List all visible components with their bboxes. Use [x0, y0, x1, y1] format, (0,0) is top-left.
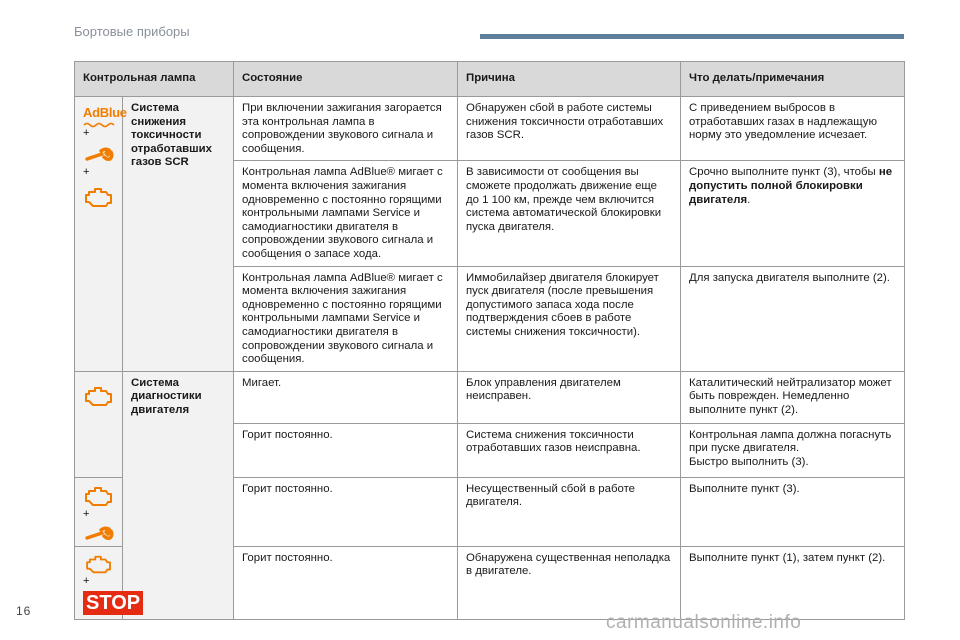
- plus-sign: +: [83, 165, 90, 178]
- cause-cell: Блок управления двигателем неисправен.: [458, 371, 681, 423]
- engine-check-icon: [83, 186, 115, 210]
- engine-check-icon: [83, 385, 115, 409]
- state-cell: Контрольная лампа AdBlue® мигает с момента включения зажигания одновременно с постоянно горящими контрольными лампами Service и самодиагностики двигателя в сопровождении звукового сигнала и сообщения.: [234, 266, 458, 371]
- lamp-cell-engine: [75, 371, 123, 477]
- state-cell: При включении зажигания загорается эта контрольная лампа в сопровождении звукового сигнала и сообщения.: [234, 97, 458, 161]
- wrench-icon: [84, 147, 114, 163]
- section-title: Бортовые приборы: [74, 24, 190, 39]
- group-label-engine: Система диагностики двигателя: [123, 371, 234, 619]
- state-cell: Горит постоянно.: [234, 546, 458, 619]
- header-state: Состояние: [234, 62, 458, 97]
- stop-icon: STOP: [83, 591, 143, 615]
- lamp-cell-scr: [75, 97, 127, 372]
- action-cell: Для запуска двигателя выполните (2).: [681, 266, 905, 371]
- header-rule: [480, 34, 904, 39]
- table-row: [75, 97, 905, 161]
- state-cell: Контрольная лампа AdBlue® мигает с момента включения зажигания одновременно с постоянно горящими контрольными лампами Service и самодиагностики двигателя в сопровождении звукового сигнала и сообщения о запасе хода.: [234, 161, 458, 266]
- cause-cell: Несущественный сбой в работе двигателя.: [458, 477, 681, 546]
- action-suffix: .: [747, 193, 751, 206]
- cause-cell: Обнаружена существенная неполадка в двигателе.: [458, 546, 681, 619]
- page-number: 16: [16, 604, 32, 618]
- action-cell: [681, 161, 905, 266]
- group-label-scr: Система снижения токсичности отработавших газов SCR: [123, 97, 234, 372]
- header-cause: Причина: [458, 62, 681, 97]
- plus-sign: +: [83, 507, 90, 520]
- warning-lamps-table: [74, 61, 905, 620]
- action-text: Срочно выполните пункт (3), чтобы: [689, 166, 876, 179]
- watermark: carmanualsonline.info: [606, 612, 802, 633]
- action-cell: Выполните пункт (1), затем пункт (2).: [681, 546, 905, 619]
- action-cell: Выполните пункт (3).: [681, 477, 905, 546]
- adblue-icon: AdBlue: [83, 106, 114, 128]
- header-lamp: Контрольная лампа: [75, 62, 234, 97]
- table-row: [75, 371, 905, 423]
- action-cell: Контрольная лампа должна погаснуть при пуске двигателя. Быстро выполнить (3).: [681, 423, 905, 477]
- action-cell: Каталитический нейтрализатор может быть поврежден. Немедленно выполните пункт (2).: [681, 371, 905, 423]
- lamp-cell-engine-stop: [75, 546, 141, 619]
- state-cell: Горит постоянно.: [234, 423, 458, 477]
- cause-cell: Система снижения токсичности отработавших газов неисправна.: [458, 423, 681, 477]
- action-cell: С приведением выбросов в отработавших газах в надлежащую норму это уведомление исчезает.: [681, 97, 905, 161]
- cause-cell: Иммобилайзер двигателя блокирует пуск двигателя (после превышения допустимого запаса хода после подтверждения сбоев в работе системы снижения токсичности).: [458, 266, 681, 371]
- cause-cell: В зависимости от сообщения вы сможете продолжать движение еще до 1 100 км, прежде чем включится система автоматической блокировки пуска двигателя.: [458, 161, 681, 266]
- lamp-cell-engine-wrench: [75, 477, 123, 546]
- header-action: Что делать/примечания: [681, 62, 905, 97]
- plus-sign: +: [83, 126, 90, 139]
- wrench-icon: [84, 526, 114, 542]
- cause-cell: Обнаружен сбой в работе системы снижения токсичности отработавших газов SCR.: [458, 97, 681, 161]
- state-cell: Мигает.: [234, 371, 458, 423]
- action-emphasis: не допустить полной блокировки двигателя: [689, 166, 893, 206]
- engine-check-icon: [83, 485, 115, 509]
- plus-sign: +: [83, 574, 90, 587]
- table-header-row: [75, 62, 905, 97]
- state-cell: Горит постоянно.: [234, 477, 458, 546]
- engine-check-icon: [83, 554, 115, 576]
